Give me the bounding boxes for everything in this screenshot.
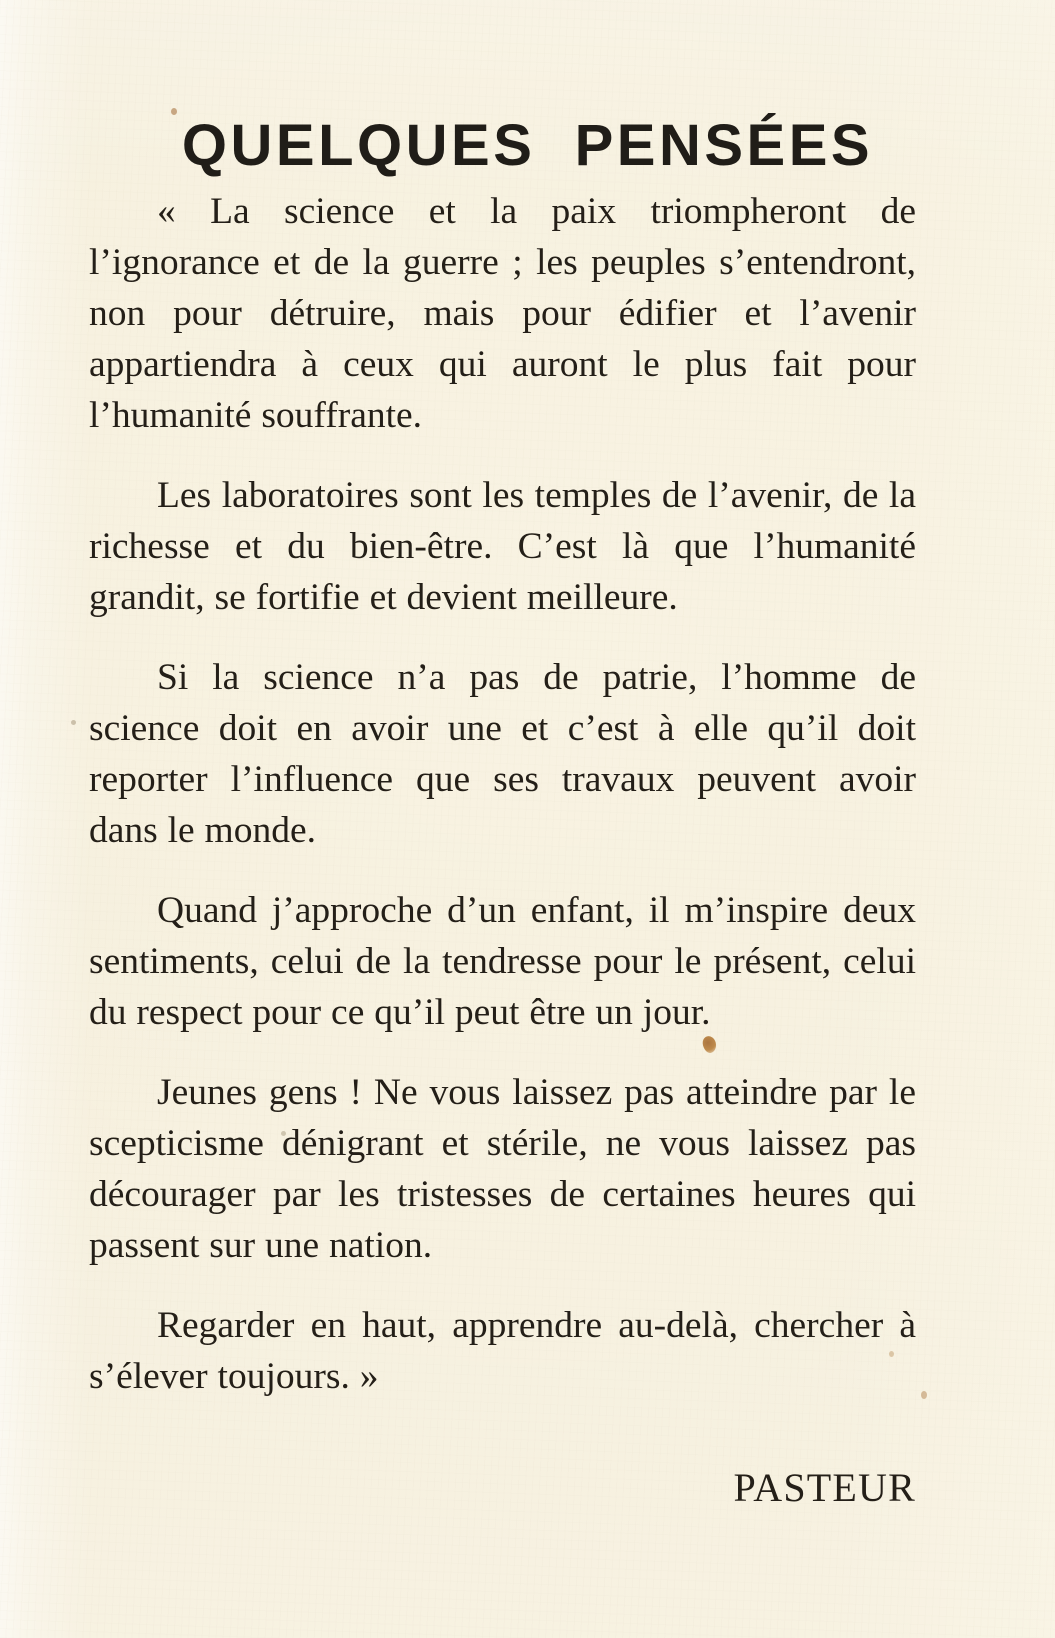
paragraph-2: Les laboratoires sont les temples de l’avenir, de la richesse et du bien-être. C’est là que l’humanité grandit, se fortifie et devient meilleure. — [89, 475, 916, 618]
foxing-fleck-mark — [71, 720, 76, 725]
foxing-fleck-mark — [171, 108, 177, 115]
author-signature: PASTEUR — [733, 1465, 916, 1510]
paragraph-4: Quand j’approche d’un enfant, il m’inspire deux sentiments, celui de la tendresse pour le présent, celui du respect pour ce qu’il peut être un jour. — [89, 890, 916, 1033]
quote-body — [89, 186, 916, 1402]
paragraph-3: Si la science n’a pas de patrie, l’homme de science doit en avoir une et c’est à elle qu’il doit reporter l’influence que ses travaux peuvent avoir dans le monde. — [89, 657, 916, 851]
foxing-fleck-mark — [921, 1391, 927, 1399]
page-title: QUELQUES PENSÉES — [181, 112, 874, 178]
paragraph-5: Jeunes gens ! Ne vous laissez pas atteindre par le scepticisme dénigrant et stérile, ne vous laissez pas décourager par les tristesses de certaines heures qui passent sur une nation. — [89, 1072, 916, 1266]
paragraph-6: Regarder en haut, apprendre au-delà, chercher à s’élever toujours. » — [89, 1305, 916, 1397]
paragraph-1: « La science et la paix triompheront de l’ignorance et de la guerre ; les peuples s’entendront, non pour détruire, mais pour édifier et l’avenir appartiendra à ceux qui auront le plus fait pour l’humanité souffrante. — [89, 191, 916, 436]
